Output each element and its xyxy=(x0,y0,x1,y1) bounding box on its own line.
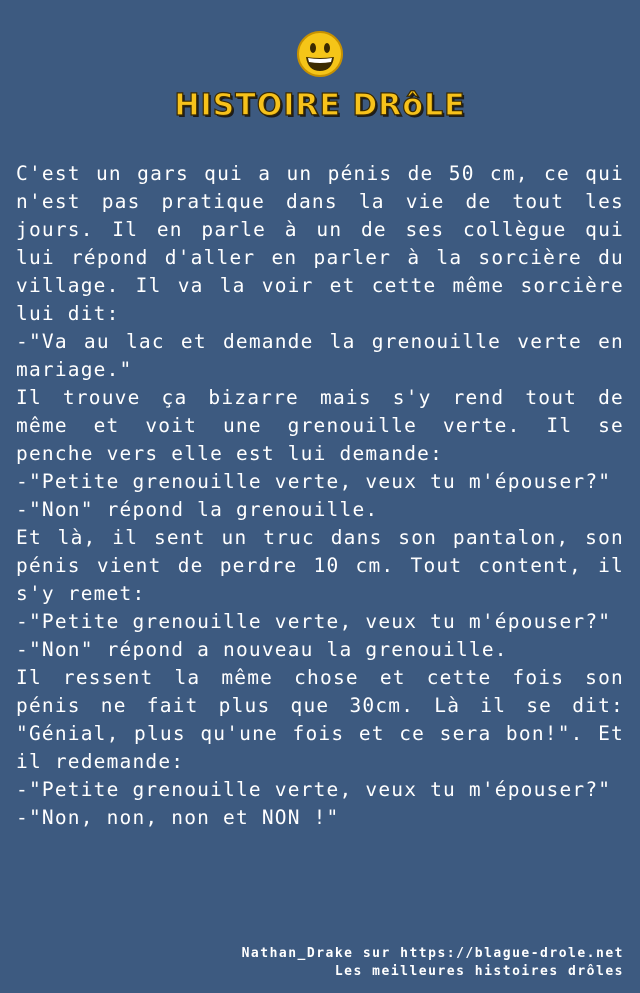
story-text xyxy=(16,160,624,832)
story-paragraph: -"Va au lac et demande la grenouille verte en mariage." xyxy=(16,330,624,381)
footer-tagline: Les meilleures histoires drôles xyxy=(334,964,624,979)
page-title: HISTOIRE DRôLE xyxy=(174,88,466,123)
story-paragraph: -"Petite grenouille verte, veux tu m'épouser?" xyxy=(16,610,612,633)
story-paragraph: -"Non" répond a nouveau la grenouille. xyxy=(16,638,508,661)
grinning-face-icon xyxy=(0,30,640,78)
story-paragraph: Il ressent la même chose et cette fois son pénis ne fait plus que 30cm. Là il se dit: "Génial, plus qu'une fois et ce sera bon!". Et il redemande: xyxy=(16,666,624,773)
story-paragraph: -"Non" répond la grenouille. xyxy=(16,498,379,521)
footer-credit: Nathan_Drake sur https://blague-drole.net xyxy=(241,946,624,961)
footer xyxy=(242,945,624,981)
grinning-face-svg xyxy=(296,30,344,78)
story-paragraph: -"Non, non, non et NON !" xyxy=(16,806,340,829)
story-paragraph: Il trouve ça bizarre mais s'y rend tout de même et voit une grenouille verte. Il se penche vers elle est lui demande: xyxy=(16,386,624,465)
story-paragraph: C'est un gars qui a un pénis de 50 cm, ce qui n'est pas pratique dans la vie de tout les jours. Il en parle à un de ses collègue qui lui répond d'aller en parler à la sorcière du village. Il va la voir et cette même sorcière lui dit: xyxy=(16,162,624,325)
story-paragraph: -"Petite grenouille verte, veux tu m'épouser?" xyxy=(16,470,612,493)
story-paragraph: -"Petite grenouille verte, veux tu m'épouser?" xyxy=(16,778,612,801)
story-paragraph: Et là, il sent un truc dans son pantalon, son pénis vient de perdre 10 cm. Tout content, il s'y remet: xyxy=(16,526,624,605)
